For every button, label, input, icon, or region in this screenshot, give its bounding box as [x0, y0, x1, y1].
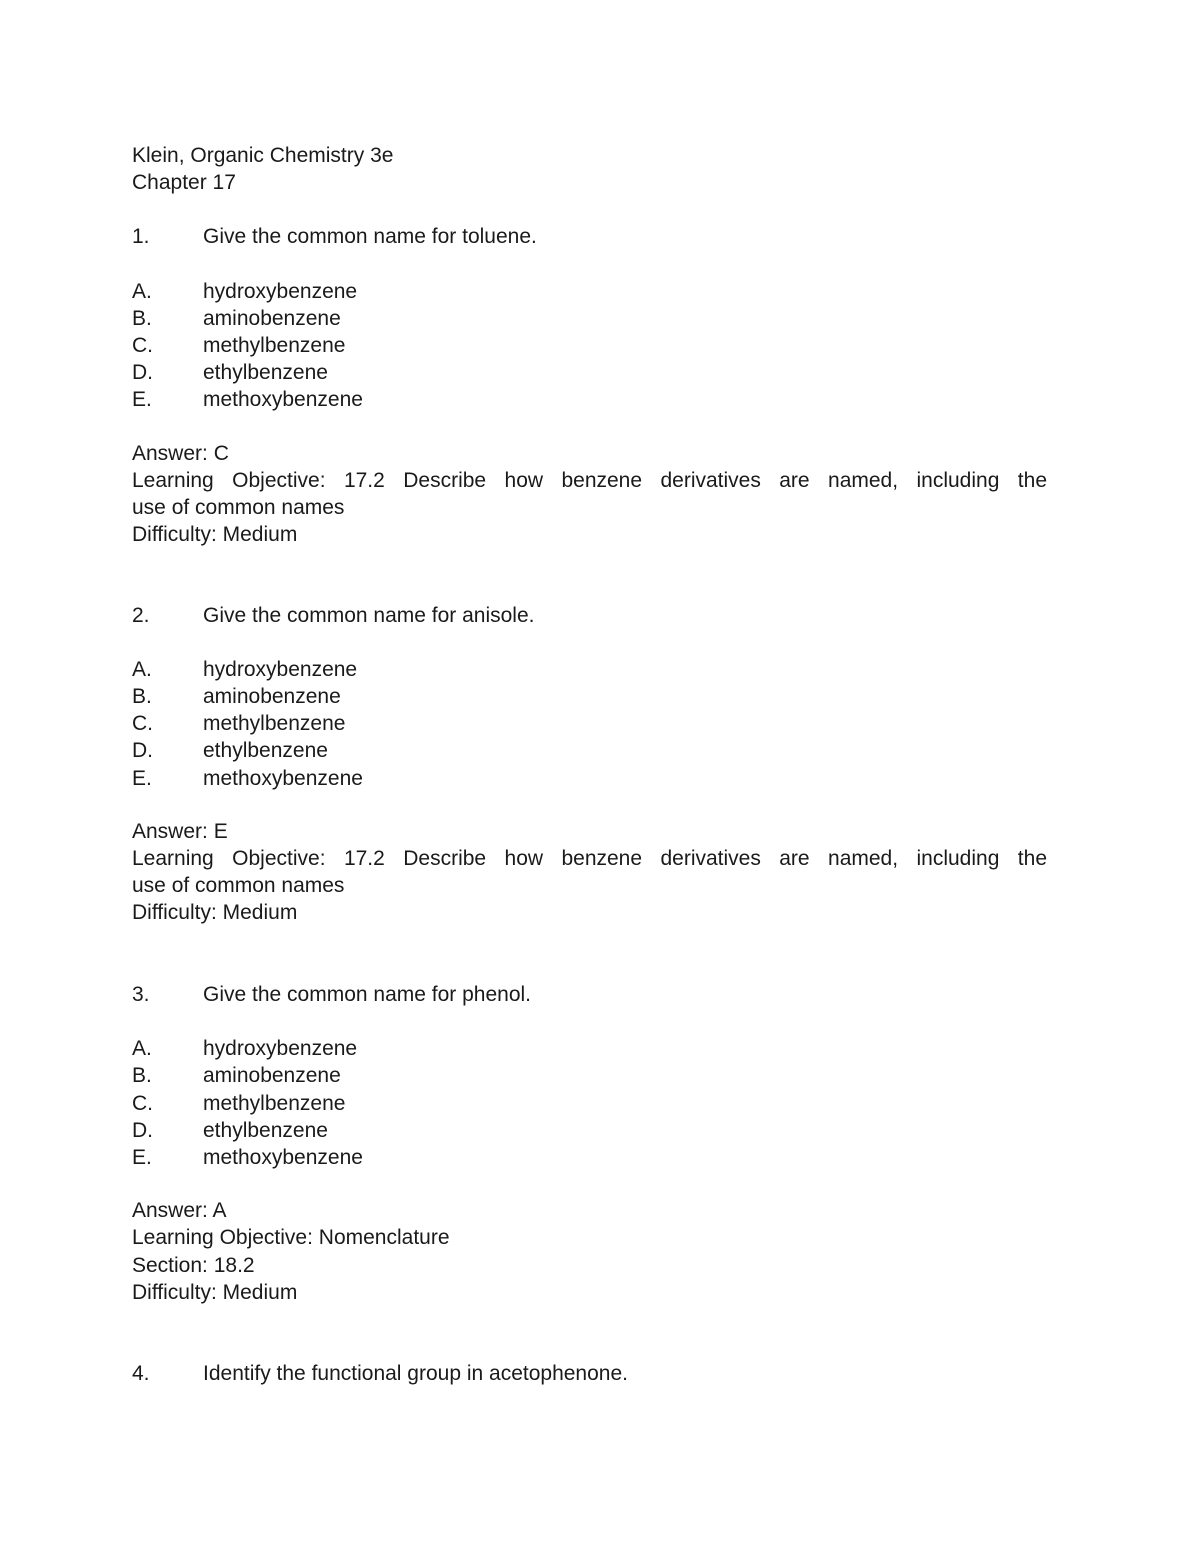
option-text: ethylbenzene	[203, 361, 328, 384]
learning-objective: Learning Objective: 17.2 Describe how benzene derivatives are named, including the	[132, 469, 1047, 492]
option-text: methylbenzene	[203, 1092, 346, 1115]
learning-objective-continued: use of common names	[132, 874, 345, 897]
option-letter: B.	[132, 1064, 152, 1087]
option-letter: A.	[132, 658, 152, 681]
option-text: methoxybenzene	[203, 1146, 363, 1169]
option-text: hydroxybenzene	[203, 280, 358, 303]
option-letter: C.	[132, 334, 153, 357]
option-letter: D.	[132, 1119, 153, 1142]
option-text: methoxybenzene	[203, 767, 363, 790]
option-text: hydroxybenzene	[203, 1037, 358, 1060]
option-letter: B.	[132, 685, 152, 708]
option-letter: E.	[132, 767, 152, 790]
chapter-title: Chapter 17	[132, 171, 236, 194]
question-text: Give the common name for toluene.	[203, 225, 537, 248]
option-text: aminobenzene	[203, 307, 341, 330]
difficulty: Difficulty: Medium	[132, 1281, 298, 1304]
option-text: hydroxybenzene	[203, 658, 358, 681]
option-letter: D.	[132, 361, 153, 384]
option-letter: A.	[132, 280, 152, 303]
difficulty: Difficulty: Medium	[132, 523, 298, 546]
difficulty: Difficulty: Medium	[132, 901, 298, 924]
question-text: Give the common name for anisole.	[203, 604, 535, 627]
learning-objective: Learning Objective: 17.2 Describe how benzene derivatives are named, including the	[132, 847, 1047, 870]
question-number: 3.	[132, 983, 150, 1006]
option-text: ethylbenzene	[203, 1119, 328, 1142]
answer: Answer: C	[132, 442, 229, 465]
option-letter: C.	[132, 1092, 153, 1115]
question-number: 1.	[132, 225, 150, 248]
question-number: 2.	[132, 604, 150, 627]
option-text: ethylbenzene	[203, 739, 328, 762]
answer: Answer: E	[132, 820, 228, 843]
learning-objective: Learning Objective: Nomenclature	[132, 1226, 450, 1249]
option-letter: A.	[132, 1037, 152, 1060]
option-text: methoxybenzene	[203, 388, 363, 411]
question-text: Identify the functional group in acetophenone.	[203, 1362, 628, 1385]
section: Section: 18.2	[132, 1254, 255, 1277]
question-number: 4.	[132, 1362, 150, 1385]
option-letter: C.	[132, 712, 153, 735]
option-text: methylbenzene	[203, 712, 346, 735]
option-letter: B.	[132, 307, 152, 330]
book-title: Klein, Organic Chemistry 3e	[132, 144, 394, 167]
answer: Answer: A	[132, 1199, 227, 1222]
question-text: Give the common name for phenol.	[203, 983, 532, 1006]
option-text: aminobenzene	[203, 685, 341, 708]
option-text: methylbenzene	[203, 334, 346, 357]
option-letter: E.	[132, 1146, 152, 1169]
option-letter: E.	[132, 388, 152, 411]
learning-objective-continued: use of common names	[132, 496, 345, 519]
option-letter: D.	[132, 739, 153, 762]
option-text: aminobenzene	[203, 1064, 341, 1087]
